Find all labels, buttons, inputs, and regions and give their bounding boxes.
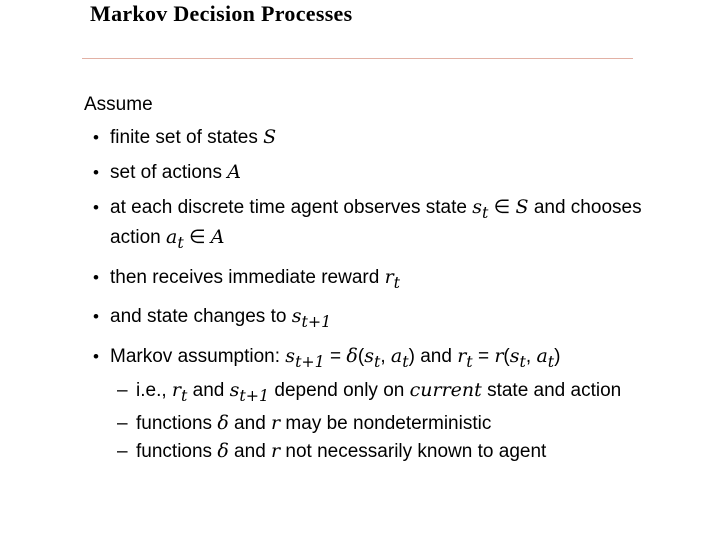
bullet-list	[84, 125, 644, 464]
bullet-text: finite set of states S	[110, 126, 277, 148]
sub-bullet-item	[110, 411, 644, 436]
bullet-item	[84, 195, 644, 255]
bullet-marker: •	[93, 198, 99, 217]
sub-bullet-text: functions δ and r not necessarily known to agent	[136, 439, 547, 462]
sub-bullet-list	[110, 378, 644, 464]
bullet-item	[84, 304, 644, 334]
dash-marker: –	[117, 440, 128, 462]
bullet-text: and state changes to $s_{t+1}$	[110, 305, 332, 332]
bullet-marker: •	[93, 128, 99, 147]
bullet-text: Markov assumption: $s_{t+1} = \delta(s_t$, $a_t$) and $r_t = r(s_t$, $a_t$)	[110, 345, 561, 371]
bullet-item	[84, 344, 644, 464]
slide-title: Markov Decision Processes	[90, 1, 353, 26]
dash-marker: –	[117, 379, 128, 401]
sub-bullet-text: i.e., $r_t$ and $s_{t+1}$ depend only on current state and action	[136, 378, 622, 405]
assume-label: Assume	[84, 94, 153, 115]
bullet-marker: •	[93, 307, 99, 327]
bullet-item	[84, 125, 644, 150]
bullet-item	[84, 160, 644, 185]
title-divider	[82, 58, 633, 59]
bullet-marker: •	[93, 347, 99, 367]
sub-bullet-text: functions δ and r may be nondeterministic	[136, 411, 492, 434]
bullet-marker: •	[93, 267, 99, 287]
bullet-text: at each discrete time agent observes state $s_t$ ∈ S and chooses action $a_t$ ∈ A	[110, 196, 642, 252]
bullet-item	[84, 265, 644, 295]
sub-bullet-item	[110, 378, 644, 408]
bullet-marker: •	[93, 163, 99, 182]
bullet-text: set of actions A	[110, 161, 241, 183]
bullet-text: then receives immediate reward $r_t$	[110, 265, 401, 292]
dash-marker: –	[117, 412, 128, 434]
sub-bullet-item	[110, 439, 644, 464]
slide-content	[84, 92, 644, 474]
